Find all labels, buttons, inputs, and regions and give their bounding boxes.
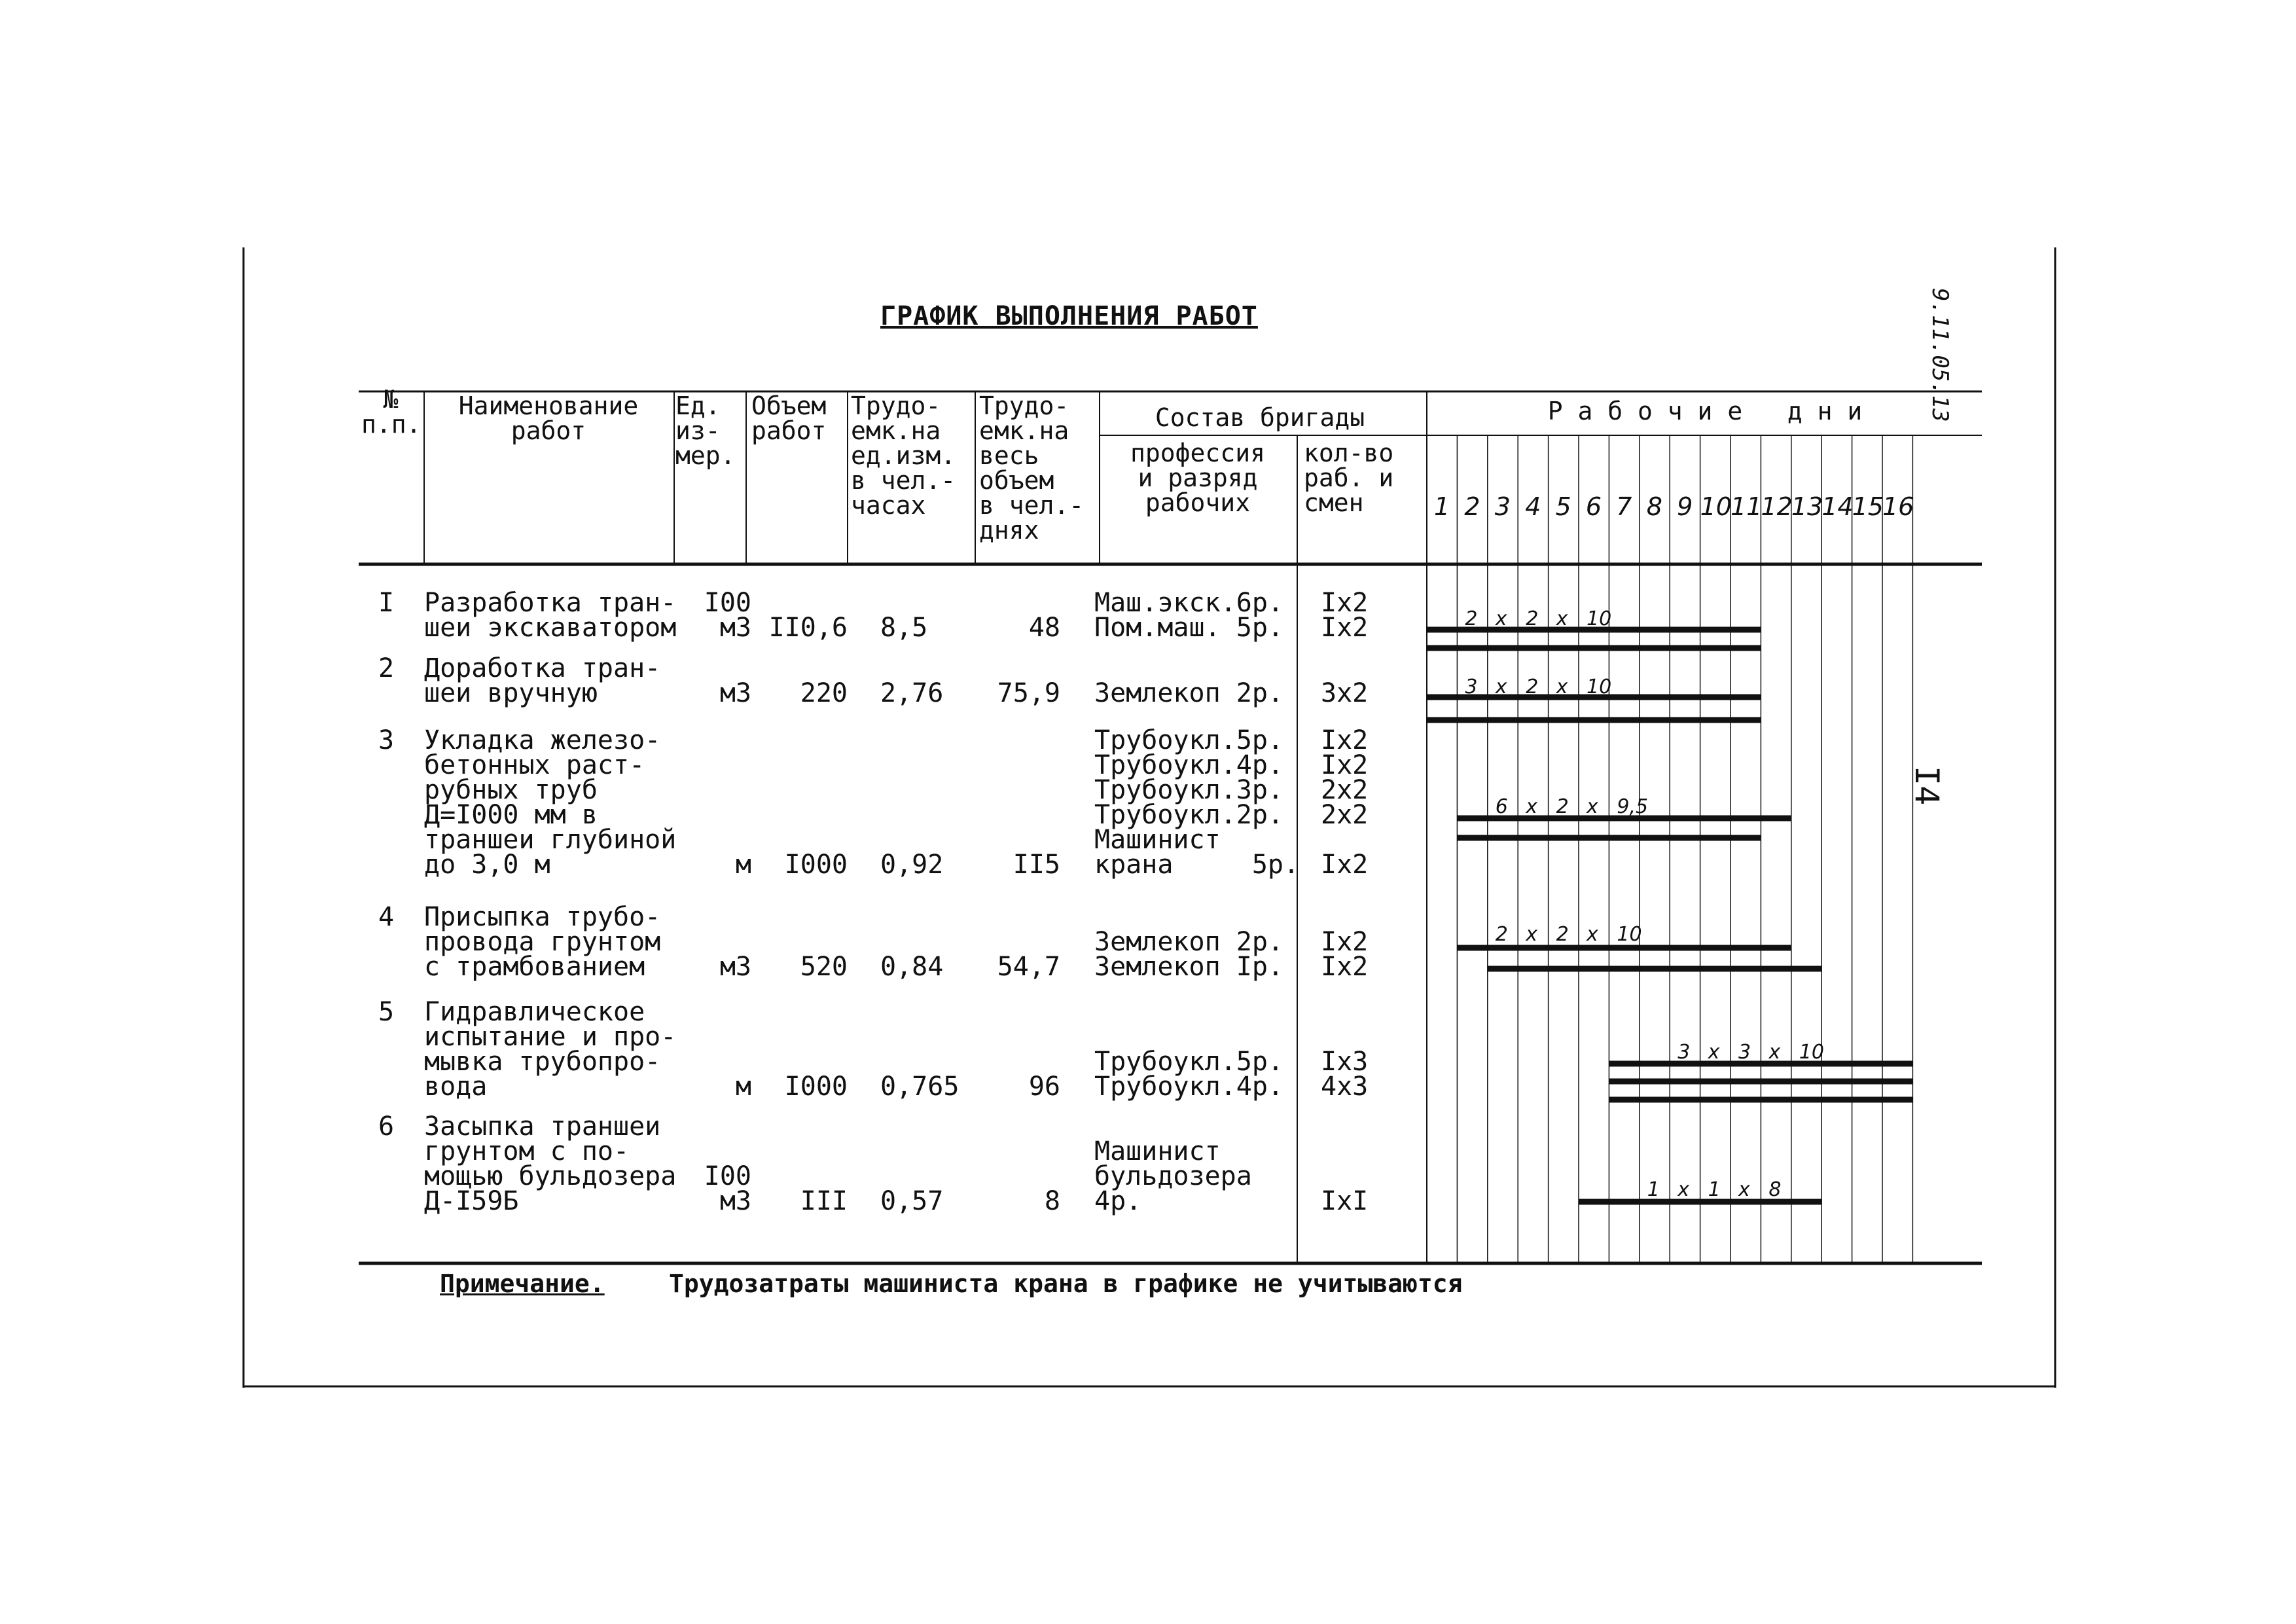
row-volume: 520: [800, 952, 848, 982]
row-work-name: шеи вручную: [424, 678, 598, 708]
row-work-name: с трамбованием: [424, 952, 645, 982]
row-crew-count: 2х2: [1321, 775, 1369, 805]
row-unit: I00: [704, 1161, 751, 1191]
row-work-name: Разработка тран-: [424, 588, 677, 618]
header-num: №: [383, 385, 399, 414]
row-work-name: Гидравлическое: [424, 997, 645, 1027]
schedule-label: x: [1495, 607, 1507, 630]
row-unit: м3: [719, 678, 751, 708]
row-labor-total: 54,7: [997, 952, 1060, 982]
row-number: 5: [378, 997, 395, 1027]
header-labor-total: Трудо-: [979, 391, 1069, 420]
row-work-name: Д=I000 мм в: [424, 800, 598, 830]
schedule-label: 10: [1587, 676, 1612, 698]
schedule-label: x: [1677, 1178, 1689, 1201]
row-number: 2: [378, 653, 395, 683]
row-profession: крана 5р.: [1094, 850, 1300, 880]
header-labor-total: емк.на: [979, 416, 1069, 445]
row-profession: Трубоукл.5р.: [1094, 1047, 1283, 1077]
row-work-name: Укладка железо-: [424, 725, 661, 755]
row-volume: 220: [800, 678, 848, 708]
header-days: Р а б о ч и е д н и: [1547, 397, 1863, 425]
row-profession: Трубоукл.4р.: [1094, 1072, 1283, 1102]
row-work-name: грунтом с по-: [424, 1136, 630, 1166]
header-labor-unit: ед.изм.: [851, 441, 956, 470]
row-profession: Машинист: [1094, 1136, 1221, 1166]
header-profession: профессия: [1130, 439, 1265, 467]
schedule-label: x: [1587, 923, 1598, 946]
row-profession: Пом.маш. 5р.: [1094, 613, 1283, 643]
header-labor-unit: емк.на: [851, 416, 941, 445]
row-labor-unit: 0,92: [880, 850, 944, 880]
row-labor-total: 48: [1028, 613, 1060, 643]
schedule-label: x: [1708, 1041, 1720, 1064]
day-number: 12: [1761, 492, 1793, 521]
schedule-label: 8: [1768, 1178, 1782, 1201]
row-work-name: мывка трубопро-: [424, 1047, 661, 1077]
row-profession: 4р.: [1094, 1186, 1142, 1216]
day-number: 9: [1677, 492, 1693, 521]
schedule-label: x: [1768, 1041, 1781, 1064]
row-work-name: рубных труб: [424, 775, 598, 805]
schedule-label: 1: [1708, 1178, 1721, 1201]
row-labor-total: 8: [1044, 1186, 1060, 1216]
row-labor-unit: 0,57: [880, 1186, 944, 1216]
row-number: I: [378, 588, 395, 618]
schedule-label: 9,5: [1617, 795, 1649, 818]
row-work-name: Присыпка трубо-: [424, 902, 661, 932]
row-unit: I00: [704, 588, 751, 618]
row-crew-count: Iх2: [1321, 588, 1369, 618]
schedule-label: x: [1495, 676, 1507, 698]
row-crew-count: Iх2: [1321, 750, 1369, 780]
row-unit: м3: [719, 1186, 751, 1216]
day-number: 11: [1731, 492, 1763, 521]
row-work-name: испытание и про-: [424, 1022, 677, 1052]
header-volume: Объем: [751, 391, 827, 420]
day-number: 4: [1525, 492, 1541, 521]
schedule-label: 3: [1677, 1041, 1691, 1064]
schedule-label: 2: [1526, 676, 1539, 698]
schedule-label: 2: [1556, 795, 1569, 818]
row-labor-total: 75,9: [997, 678, 1060, 708]
row-work-name: Засыпка траншеи: [424, 1111, 661, 1142]
row-profession: Маш.экск.6р.: [1094, 588, 1283, 618]
header-labor-total: днях: [979, 516, 1039, 545]
row-work-name: провода грунтом: [424, 927, 661, 957]
row-profession: Трубоукл.2р.: [1094, 800, 1283, 830]
header-unit: мер.: [675, 441, 736, 470]
row-work-name: Доработка тран-: [424, 653, 661, 683]
page-title: ГРАФИК ВЫПОЛНЕНИЯ РАБОТ: [880, 301, 1258, 331]
day-number: 7: [1616, 492, 1632, 521]
row-crew-count: Iх2: [1321, 613, 1369, 643]
row-work-name: Д-I59Б: [424, 1186, 519, 1216]
row-labor-unit: 8,5: [880, 613, 928, 643]
page-number: I4: [1908, 766, 1946, 806]
schedule-label: 3: [1465, 676, 1478, 698]
day-number: 3: [1494, 492, 1511, 521]
row-crew-count: Iх2: [1321, 952, 1369, 982]
day-number: 6: [1585, 492, 1602, 521]
row-crew-count: Iх2: [1321, 725, 1369, 755]
row-crew-count: Iх2: [1321, 850, 1369, 880]
row-crew-count: IхI: [1321, 1186, 1369, 1216]
header-labor-total: в чел.-: [979, 491, 1085, 520]
row-number: 3: [378, 725, 395, 755]
schedule-label: x: [1556, 607, 1568, 630]
row-volume: I000: [784, 850, 848, 880]
header-profession: рабочих: [1145, 488, 1251, 517]
day-number: 5: [1555, 492, 1571, 521]
row-work-name: мощью бульдозера: [424, 1161, 677, 1191]
row-volume: II0,6: [768, 613, 848, 643]
note-label: Примечание.: [440, 1269, 605, 1298]
schedule-label: 3: [1738, 1041, 1751, 1064]
row-profession: Трубоукл.5р.: [1094, 725, 1283, 755]
schedule-label: 2: [1526, 607, 1539, 630]
schedule-label: 2: [1465, 607, 1478, 630]
header-count: раб. и: [1304, 463, 1394, 492]
day-number: 8: [1646, 492, 1662, 521]
header-unit: из-: [675, 416, 721, 445]
row-work-name: бетонных раст-: [424, 750, 645, 780]
header-labor-unit: Трудо-: [851, 391, 941, 420]
row-work-name: траншеи глубиной: [424, 825, 677, 855]
row-profession: Землекоп Iр.: [1094, 952, 1283, 982]
schedule-label: 1: [1647, 1178, 1660, 1201]
row-unit: м3: [719, 613, 751, 643]
note-text: Трудозатраты машиниста крана в графике не учитываются: [669, 1269, 1463, 1298]
day-number: 16: [1882, 492, 1914, 521]
schedule-label: 10: [1587, 607, 1612, 630]
row-crew-count: 4х3: [1321, 1072, 1369, 1102]
row-work-name: вода: [424, 1072, 488, 1102]
schedule-label: 2: [1495, 923, 1508, 946]
header-crew: Состав бригады: [1155, 403, 1365, 432]
header-count: смен: [1304, 488, 1364, 517]
day-number: 10: [1700, 492, 1732, 521]
row-labor-total: II5: [1013, 850, 1060, 880]
header-profession: и разряд: [1138, 463, 1258, 492]
row-profession: Трубоукл.4р.: [1094, 750, 1283, 780]
row-crew-count: 3х2: [1321, 678, 1369, 708]
header-count: кол-во: [1304, 439, 1394, 467]
schedule-label: 2: [1556, 923, 1569, 946]
row-labor-unit: 0,84: [880, 952, 944, 982]
row-crew-count: Iх2: [1321, 927, 1369, 957]
day-number: 13: [1791, 492, 1823, 521]
row-unit: м3: [719, 952, 751, 982]
row-number: 4: [378, 902, 395, 932]
row-crew-count: Iх3: [1321, 1047, 1369, 1077]
row-unit: м: [735, 1072, 751, 1102]
day-number: 2: [1464, 492, 1480, 521]
schedule-label: x: [1738, 1178, 1750, 1201]
schedule-label: x: [1526, 923, 1537, 946]
schedule-label: 10: [1617, 923, 1642, 946]
schedule-label: x: [1526, 795, 1537, 818]
header-labor-unit: часах: [851, 491, 926, 520]
row-number: 6: [378, 1111, 395, 1142]
schedule-label: 6: [1495, 795, 1508, 818]
row-crew-count: 2х2: [1321, 800, 1369, 830]
row-unit: м: [735, 850, 751, 880]
schedule-label: 10: [1799, 1041, 1824, 1064]
schedule-label: x: [1587, 795, 1598, 818]
row-profession: Землекоп 2р.: [1094, 678, 1283, 708]
row-labor-total: 96: [1028, 1072, 1060, 1102]
row-profession: Землекоп 2р.: [1094, 927, 1283, 957]
day-number: 14: [1821, 492, 1854, 521]
row-work-name: до 3,0 м: [424, 850, 550, 880]
day-number: 1: [1433, 492, 1450, 521]
schedule-label: x: [1556, 676, 1568, 698]
header-labor-unit: в чел.-: [851, 466, 956, 495]
row-volume: I000: [784, 1072, 848, 1102]
row-volume: III: [800, 1186, 848, 1216]
row-profession: бульдозера: [1094, 1161, 1252, 1191]
header-name: Наименование: [458, 391, 639, 420]
header-labor-total: объем: [979, 466, 1054, 495]
row-profession: Трубоукл.3р.: [1094, 775, 1283, 805]
header-volume: работ: [751, 416, 827, 445]
header-labor-total: весь: [979, 441, 1039, 470]
document-code: 9.11.05.13: [1927, 288, 1953, 422]
header-name: работ: [511, 416, 586, 445]
row-labor-unit: 0,765: [880, 1072, 960, 1102]
row-profession: Машинист: [1094, 825, 1221, 855]
header-num: п.п.: [361, 410, 422, 439]
row-work-name: шеи экскаватором: [424, 613, 677, 643]
row-labor-unit: 2,76: [880, 678, 944, 708]
day-number: 15: [1852, 492, 1884, 521]
header-unit: Ед.: [675, 391, 721, 420]
